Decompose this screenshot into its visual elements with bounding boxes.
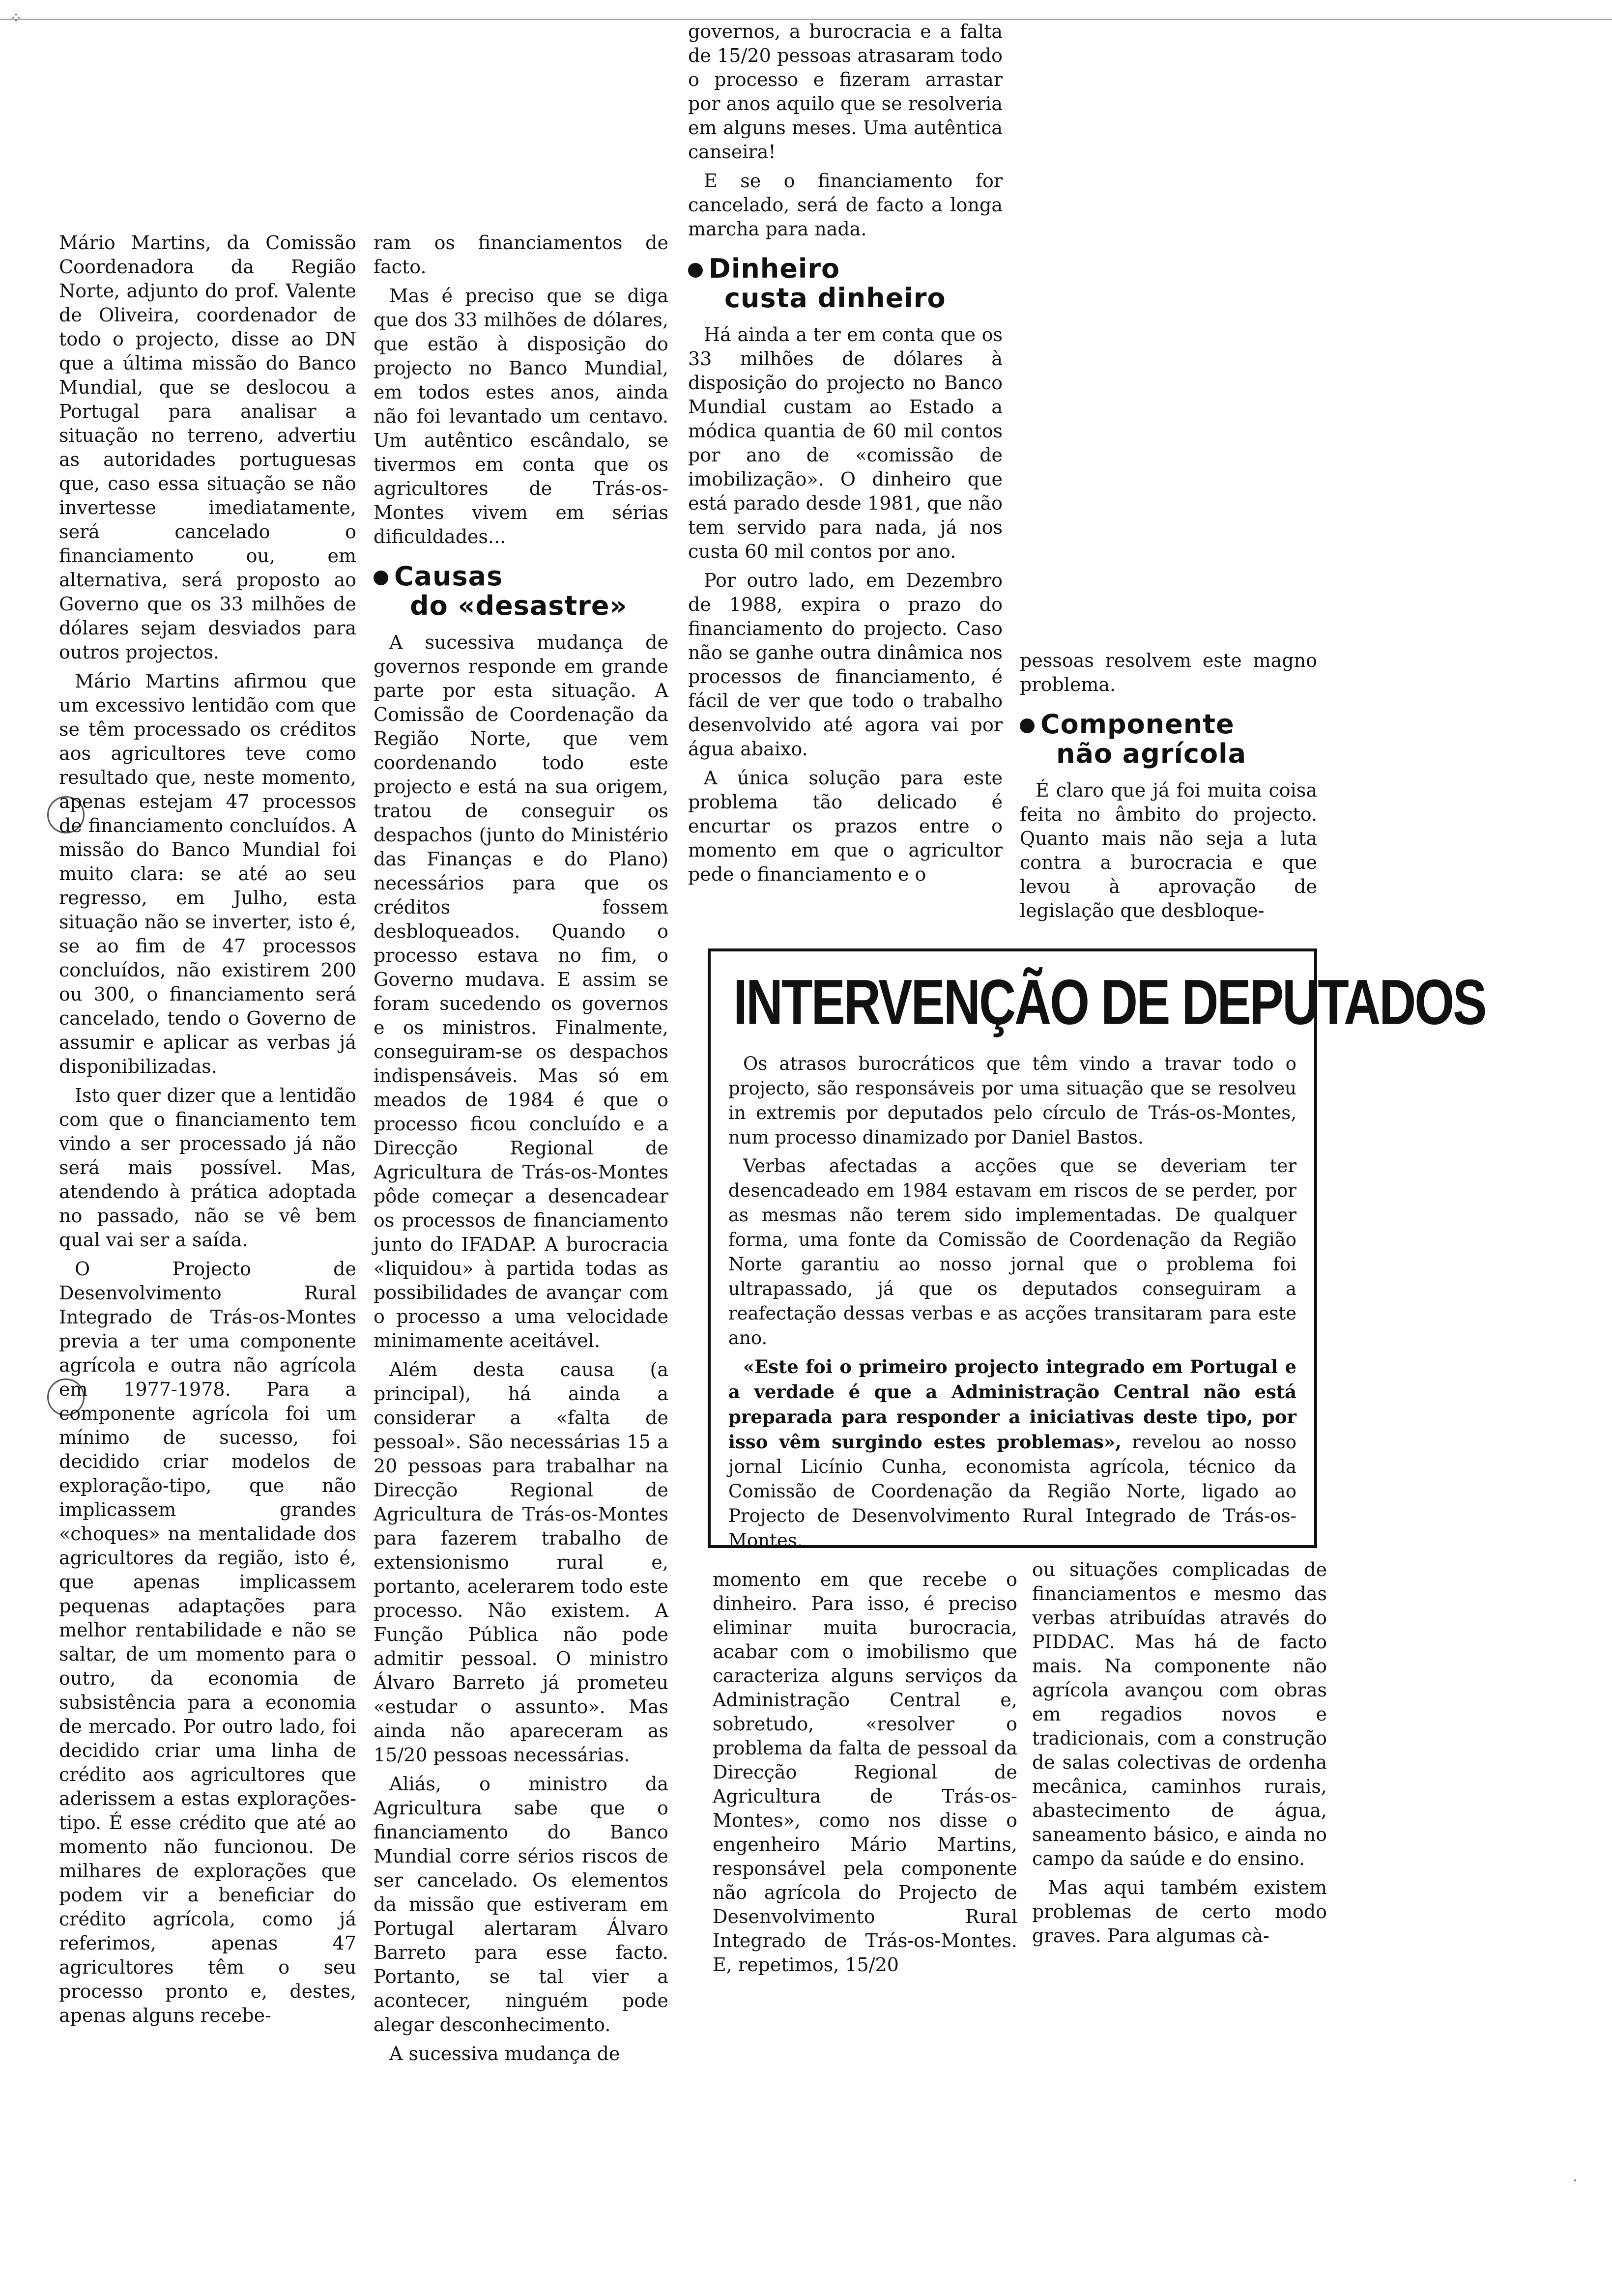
paragraph: A sucessiva mudança de [389,2043,620,2065]
paragraph: Mas é preciso que se diga que dos 33 milhões de dólares, que estão à disposição do projecto no Banco Mundial, em todos estes anos, ainda não foi levantado um centavo. Um autêntico escândalo, se tivermos em conta que os agricultores de Trás-os-Montes vivem em sérias dificuldades... [374,285,668,547]
paragraph: momento em que recebe o dinheiro. Para isso, é preciso eliminar muita burocracia, acabar com o imobilismo que caracteriza alguns serviços da Administração Central e, sobretudo, «resolver o problema da falta de pessoal da Direcção Regional de Agricultura de Trás-os-Montes», como nos disse o engenheiro Mário Martins, responsável pela componente não agrícola do Projecto de Desenvolvimento Rural Integrado de Trás-os-Montes. E, repetimos, 15/20 [713,1569,1017,1976]
paragraph: Por outro lado, em Dezembro de 1988, expira o prazo do financiamento do projecto. Caso não se ganhe outra dinâmica nos processos de financiamento, é fácil de ver que todo o trabalho desenvolvido até agora vai por água abaixo. [688,570,1003,760]
paragraph: A única solução para este problema tão delicado é encurtar os prazos entre o momento em que o agricultor pede o financiamento e o [688,767,1003,885]
paragraph: Além desta causa (a principal), há ainda a considerar a «falta de pessoal». São necessárias 15 a 20 pessoas para trabalhar na Direcção Regional de Agricultura de Trás-os-Montes para fazerem trabalho de extensionismo rural e, portanto, acelerarem todo este processo. Não existem. A Função Pública não pode admitir pessoal. O ministro Álvaro Barreto já prometeu «estudar o assunto». Mas ainda não apareceram as 15/20 pessoas necessárias. [374,1359,668,1766]
paragraph [728,1354,1296,1553]
paragraph: Isto quer dizer que a lentidão com que o financiamento tem vindo a ser processado já não será mais possível. Mas, atendendo à prática adoptada no passado, não se vê bem qual vai ser a saída. [59,1085,356,1251]
paragraph: governos, a burocracia e a falta de 15/20 pessoas atrasaram todo o processo e fizeram arrastar por anos aquilo que se resolveria em alguns meses. Uma autêntica canseira! [688,21,1003,163]
scan-speck: ⁘ [10,10,23,27]
paragraph: pessoas resolvem este magno problema. [1020,650,1317,695]
subheading-componente: Componente não agrícola [1020,710,1317,769]
bullet-icon [688,263,703,278]
paragraph: O Projecto de Desenvolvimento Rural Integrado de Trás-os-Montes previa a ter uma componente agrícola e outra não agrícola em 1977-1978. Para a componente agrícola foi um mínimo de sucesso, foi decidido criar modelos de exploração-tipo, que não implicassem grandes «choques» na mentalidade dos agricultores da região, isto é, que apenas implicassem pequenas adaptações para melhor rentabilidade e não se saltar, de um momento para o outro, da economia de subsistência para a economia de mercado. Por outro lado, foi decidido criar uma linha de crédito aos agricultores que aderissem a estas explorações-tipo. É esse crédito que até ao momento não funcionou. De milhares de explorações que podem vir a beneficiar do crédito agrícola, como já referimos, apenas 47 agricultores têm o seu processo pronto e, destes, apenas alguns recebe- [59,1258,356,2026]
article-column-4 [1020,649,1317,928]
paragraph: Mário Martins, da Comissão Coordenadora da Região Norte, adjunto do prof. Valente de Oliveira, coordenador de todo o projecto, disse ao DN que a última missão do Banco Mundial, que se deslocou a Portugal para analisar a situação no terreno, advertiu as autoridades portuguesas que, caso essa situação se não invertesse imediatamente, será cancelado o financiamento ou, em alternativa, será proposto ao Governo que os 33 milhões de dólares sejam desviados para outros projectos. [59,232,356,663]
paragraph: Há ainda a ter em conta que os 33 milhões de dólares à disposição do projecto no Banco Mundial custam ao Estado a módica quantia de 60 mil contos por ano de «comissão de imobilização». O dinheiro que está parado desde 1981, que não tem servido para nada, já nos custa 60 mil contos por ano. [688,324,1003,562]
article-column-3 [688,20,1003,891]
paragraph: Os atrasos burocráticos que têm vindo a travar todo o projecto, são responsáveis por uma situação que se resolveu in extremis por deputados pelo círculo de Trás-os-Montes, num processo dinamizado por Daniel Bastos. [728,1053,1296,1148]
sidebar-box-deputados [708,948,1486,1551]
paragraph: ou situações complicadas de financiamentos e mesmo das verbas atribuídas através do PIDDAC. Mas há de facto mais. Na componente não agrícola avançou com obras em regadios novos e tradicionais, com a construção de salas colectivas de ordenha mecânica, caminhos rurais, abastecimento de água, saneamento básico, e ainda no campo da saúde e do ensino. [1032,1559,1327,1869]
bullet-icon [1020,718,1035,733]
paragraph: A sucessiva mudança de governos responde em grande parte por esta situação. A Comissão de Coordenação da Região Norte, que vem coordenando todo este projecto e está na sua origem, tratou de conseguir os despachos (junto do Ministério das Finanças e do Plano) necessários para que os créditos fossem desbloqueados. Quando o processo estava no fim, o Governo mudava. E assim se foram sucedendo os governos e os ministros. Finalmente, conseguiram-se os despachos indispensáveis. Mas só em meados de 1984 é que o processo ficou concluído e a Direcção Regional de Agricultura de Trás-os-Montes pôde começar a desencadear os processos de financiamento junto do IFADAP. A burocracia «liquidou» à partida todas as possibilidades de avançar com o processo a uma velocidade minimamente aceitável. [374,631,668,1351]
paragraph: Verbas afectadas a acções que se deveriam ter desencadeado em 1984 estavam em riscos de se perder, por as mesmas não terem sido implementadas. De qualquer forma, uma fonte da Comissão de Coordenação da Região Norte garantiu ao nosso jornal que o problema foi ultrapassado, já que os deputados conseguiram a reafectação dessas verbas e as acções transitaram para este ano. [728,1155,1296,1349]
paragraph: Mas aqui também existem problemas de certo modo graves. Para algumas cà- [1032,1877,1327,1947]
paragraph: ram os financiamentos de facto. [374,232,668,278]
article-column-2 [374,231,668,2071]
box-title: INTERVENÇÃO DE DEPUTADOS [733,967,1486,1038]
paragraph: E se o financiamento for cancelado, será de facto a longa marcha para nada. [688,170,1003,240]
bold-quote: «Este foi o primeiro projecto integrado em Portugal e a verdade é que a Administração Central não está preparada para responder a iniciativas deste tipo, por isso vêm surgindo estes problemas», [728,1356,1296,1453]
article-column-5 [713,1568,1017,1982]
quote-attribution: revelou ao nosso jornal Licínio Cunha, economista agrícola, técnico da Comissão de Coordenação da Região Norte, ligado ao Projecto de Desenvolvimento Rural Integrado de Trás-os-Montes. [728,1432,1296,1551]
bullet-icon [374,571,388,585]
scan-speck: · [1573,2172,1578,2189]
article-column-1 [59,231,356,2033]
article-column-6 [1032,1558,1327,1953]
paragraph: É claro que já foi muita coisa feita no âmbito do projecto. Quanto mais não seja a luta contra a burocracia e que levou à aprovação de legislação que desbloque- [1020,779,1317,921]
box-body [728,1052,1296,1553]
paragraph: Mário Martins afirmou que um excessivo lentidão com que se têm processado os créditos aos agricultores teve como resultado que, neste momento, apenas estejam 47 processos de financiamento concluídos. A missão do Banco Mundial foi muito clara: se até ao seu regresso, em Julho, esta situação não se inverter, isto é, se ao fim de 47 processos concluídos, não existirem 200 ou 300, o financiamento será cancelado, tendo o Governo de assumir e aplicar as verbas já disponibilizadas. [59,670,356,1077]
subheading-dinheiro: Dinheiro custa dinheiro [688,254,1003,313]
subheading-causas: Causas do «desastre» [374,562,668,621]
paragraph: Aliás, o ministro da Agricultura sabe que o financiamento do Banco Mundial corre sérios riscos de ser cancelado. Os elementos da missão que estiveram em Portugal alertaram Álvaro Barreto para esse facto. Portanto, se tal vier a acontecer, ninguém pode alegar desconhecimento. [374,1773,668,2036]
